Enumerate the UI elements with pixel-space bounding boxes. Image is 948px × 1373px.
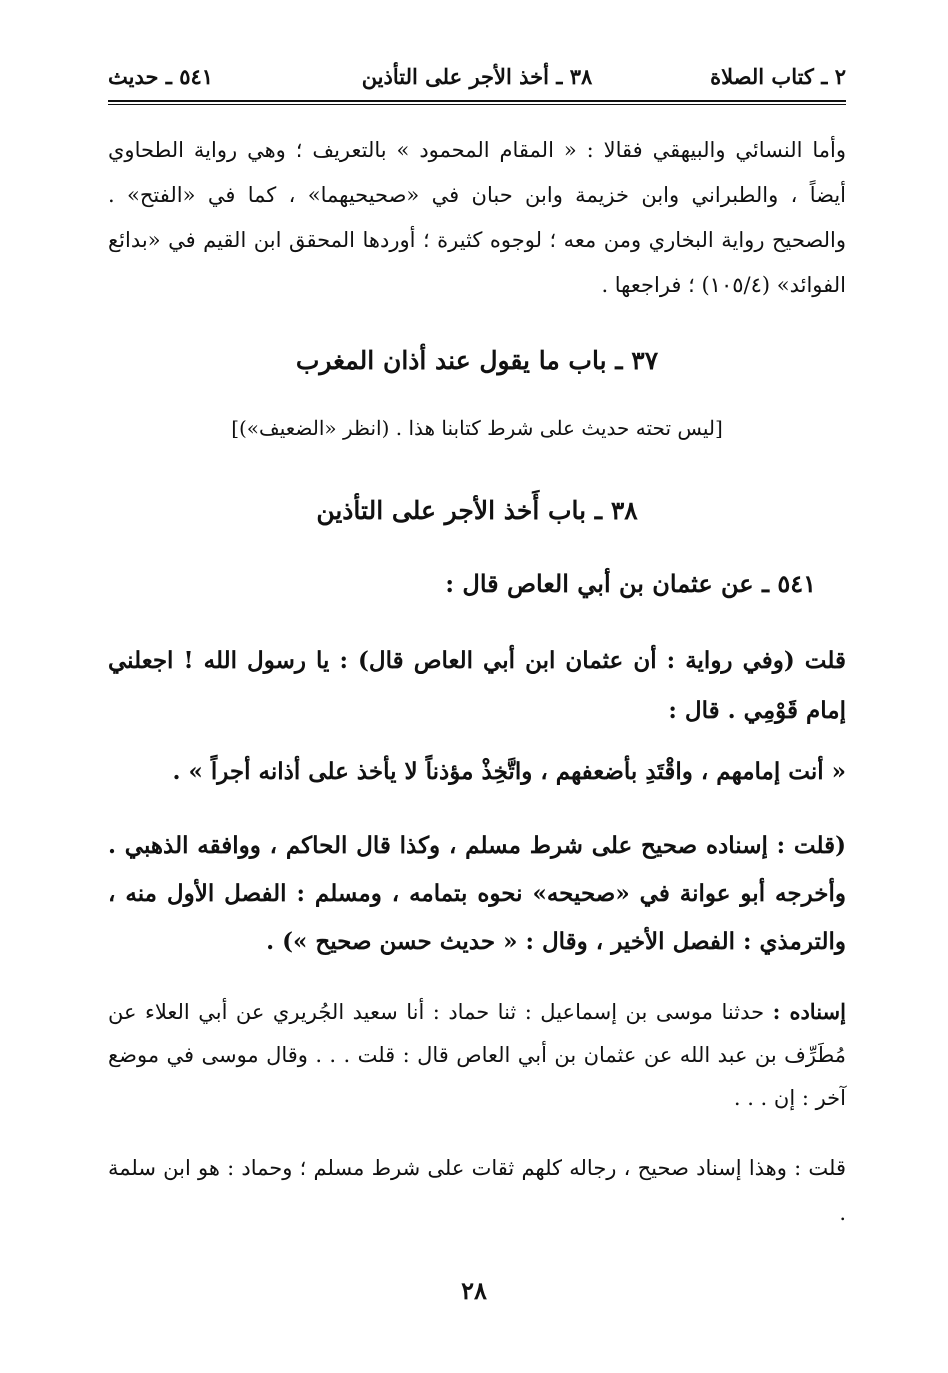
header-chapter: ٣٨ ـ أخذ الأجر على التأذين [361,64,593,89]
isnad-text: حدثنا موسى بن إسماعيل : ثنا حماد : أنا سعيد الجُريري عن أبي العلاء عن مُطَرِّف بن عبد الله عن عثمان بن أبي العاص قال : قلت . . . وقال موسى في موضع آخر : إن . . . [108,1000,846,1110]
section-37-note: [ليس تحته حديث على شرط كتابنا هذا . (انظر «الضعيف»)] [231,416,723,440]
hadith-heading: ٥٤١ ـ عن عثمان بن أبي العاص قال : [445,569,816,598]
section-37-title: ٣٧ ـ باب ما يقول عند أذان المغرب [295,346,659,375]
running-header [108,64,846,98]
hadith-question: قلت (وفي رواية : أن عثمان ابن أبي العاص قال) : يا رسول الله ! اجعلني إمام قَوْمِي . قال : [108,647,846,724]
header-rule-thin [108,104,846,105]
page-number: ٢٨ [461,1276,487,1305]
hadith-matn: « أنت إمامهم ، واقْتَدِ بأضعفهم ، واتَّخِذْ مؤذناً لا يأخذ على أذانه أجراً » . [172,758,846,785]
header-book: ٢ ـ كتاب الصلاة [710,64,846,89]
isnad-paragraph [108,990,846,1120]
header-rule [108,100,846,102]
hadith-takhrij: (قلت : إسناده صحيح على شرط مسلم ، وكذا قال الحاكم ، ووافقه الذهبي . وأخرجه أبو عوانة في «صحيحه» نحوه بتمامه ، ومسلم : الفصل الأول منه ، والترمذي : الفصل الأخير ، وقال : « حديث حسن صحيح ») . [108,832,846,955]
footnote-paragraph: وأما النسائي والبيهقي فقالا : « المقام المحمود » بالتعريف ؛ وهي رواية الطحاوي أيضاً ، والطبراني وابن خزيمة وابن حبان في «صحيحيهما» ، كما في «الفتح» . والصحيح رواية البخاري ومن معه ؛ لوجوه كثيرة ؛ أوردها المحقق ابن القيم في «بدائع الفوائد» (١٠٥/٤) ؛ فراجعها . [108,138,847,297]
conclusion-paragraph: قلت : وهذا إسناد صحيح ، رجاله كلهم ثقات على شرط مسلم ؛ وحماد : هو ابن سلمة . [108,1156,846,1225]
isnad-lead: إسناده : [772,999,846,1024]
section-38-title: ٣٨ ـ باب أَخذ الأجر على التأذين [316,496,638,525]
header-hadith: ٥٤١ ـ حديث [108,64,214,89]
